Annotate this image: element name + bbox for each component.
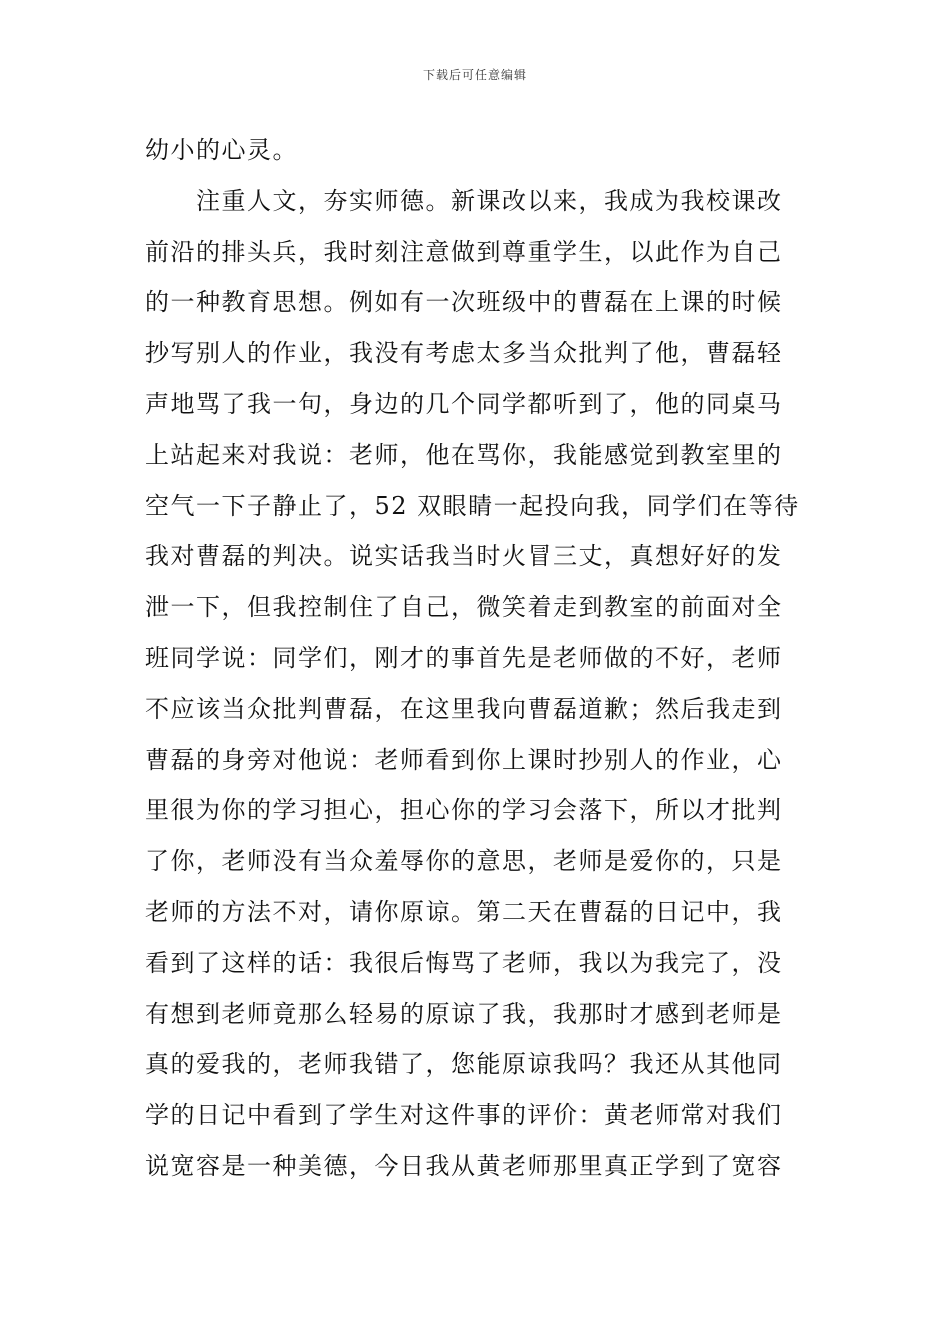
page-header: 下载后可任意编辑 (422, 68, 527, 82)
text-line: 曹磊的身旁对他说：老师看到你上课时抄别人的作业，心 (145, 745, 783, 774)
text-line: 幼小的心灵。 (145, 136, 298, 164)
text-line: 有想到老师竟那么轻易的原谅了我，我那时才感到老师是 (145, 999, 783, 1028)
text-line: 抄写别人的作业，我没有考虑太多当众批判了他，曹磊轻 (145, 339, 783, 368)
text-line: 泄一下，但我控制住了自己，微笑着走到教室的前面对全 (145, 593, 783, 622)
text-line: 班同学说：同学们，刚才的事首先是老师做的不好，老师 (145, 643, 783, 672)
text-line: 的一种教育思想。例如有一次班级中的曹磊在上课的时候 (145, 288, 783, 317)
text-line: 前沿的排头兵，我时刻注意做到尊重学生，以此作为自己 (145, 237, 783, 266)
text-line: 真的爱我的，老师我错了，您能原谅我吗？我还从其他同 (145, 1050, 783, 1079)
text-line: 注重人文，夯实师德。新课改以来，我成为我校课改 (145, 186, 783, 215)
body-text (145, 125, 815, 1192)
text-line: 看到了这样的话：我很后悔骂了老师，我以为我完了，没 (145, 948, 783, 977)
text-line: 空气一下子静止了，52 双眼睛一起投向我，同学们在等待 (145, 491, 800, 520)
text-line: 说宽容是一种美德，今日我从黄老师那里真正学到了宽容 (145, 1151, 783, 1180)
text-line: 了你，老师没有当众羞辱你的意思，老师是爱你的，只是 (145, 847, 783, 876)
text-line: 里很为你的学习担心，担心你的学习会落下，所以才批判 (145, 796, 783, 825)
text-line: 上站起来对我说：老师，他在骂你，我能感觉到教室里的 (145, 440, 783, 469)
text-line: 不应该当众批判曹磊，在这里我向曹磊道歉；然后我走到 (145, 694, 783, 723)
text-line: 老师的方法不对，请你原谅。第二天在曹磊的日记中，我 (145, 897, 783, 926)
text-line: 我对曹磊的判决。说实话我当时火冒三丈，真想好好的发 (145, 542, 783, 571)
text-line: 学的日记中看到了学生对这件事的评价：黄老师常对我们 (145, 1101, 783, 1130)
text-line: 声地骂了我一句，身边的几个同学都听到了，他的同桌马 (145, 389, 783, 418)
